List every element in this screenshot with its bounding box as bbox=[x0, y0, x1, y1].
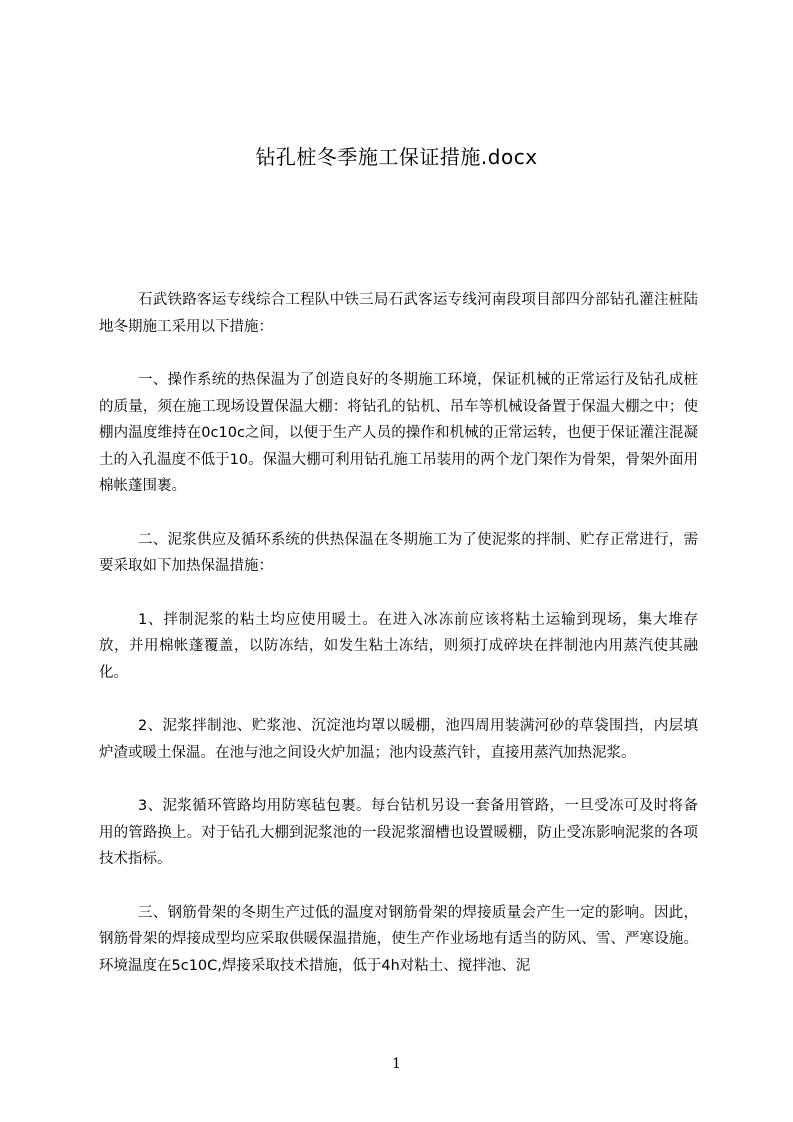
paragraph-item-1: 1、拌制泥浆的粘土均应使用暖土。在进入冰冻前应该将粘土运输到现场，集大堆存放，并用棉帐蓬覆盖，以防冻结，如发生粘土冻结，则须打成碎块在拌制池内用蒸汽使其融化。 bbox=[99, 611, 698, 681]
paragraph-section-1: 一、操作系统的热保温为了创造良好的冬期施工环境，保证机械的正常运行及钻孔成桩的质量，须在施工现场设置保温大棚：将钻孔的钻机、吊车等机械设备置于保温大棚之中；使棚内温度维持在0c10c之间，以便于生产人员的操作和机械的正常运转，也便于保证灌注混凝土的入孔温度不低于10。保温大棚可利用钻孔施工吊装用的两个龙门架作为骨架，骨架外面用棉帐蓬围裹。 bbox=[99, 372, 698, 494]
paragraph-item-3: 3、泥浆循环管路均用防寒毡包裹。每台钻机另设一套备用管路，一旦受冻可及时将备用的管路换上。对于钻孔大棚到泥浆池的一段泥浆溜槽也设置暖棚，防止受冻影响泥浆的各项技术指标。 bbox=[99, 798, 698, 867]
paragraph-section-2: 二、泥浆供应及循环系统的供热保温在冬期施工为了使泥浆的拌制、贮存正常进行，需要采取如下加热保温措施： bbox=[99, 531, 698, 574]
paragraph-item-2: 2、泥浆拌制池、贮浆池、沉淀池均罩以暖棚，池四周用装满河砂的草袋围挡，内层填炉渣或暖土保温。在池与池之间设火炉加温；池内设蒸汽针，直接用蒸汽加热泥浆。 bbox=[99, 718, 698, 761]
paragraph-intro: 石武铁路客运专线综合工程队中铁三局石武客运专线河南段项目部四分部钻孔灌注桩陆地冬期施工采用以下措施： bbox=[99, 292, 698, 335]
paragraph-section-3: 三、钢筋骨架的冬期生产过低的温度对钢筋骨架的焊接质量会产生一定的影响。因此，钢筋骨架的焊接成型均应采取供暖保温措施，使生产作业场地有适当的防风、雪、严寒设施。环境温度在5c10C,焊接采取技术措施，低于4h对粘土、搅拌池、泥 bbox=[99, 904, 698, 974]
page-number: 1 bbox=[392, 1056, 401, 1072]
document-title: 钻孔桩冬季施工保证措施.docx bbox=[255, 145, 538, 169]
document-body bbox=[99, 287, 698, 1006]
